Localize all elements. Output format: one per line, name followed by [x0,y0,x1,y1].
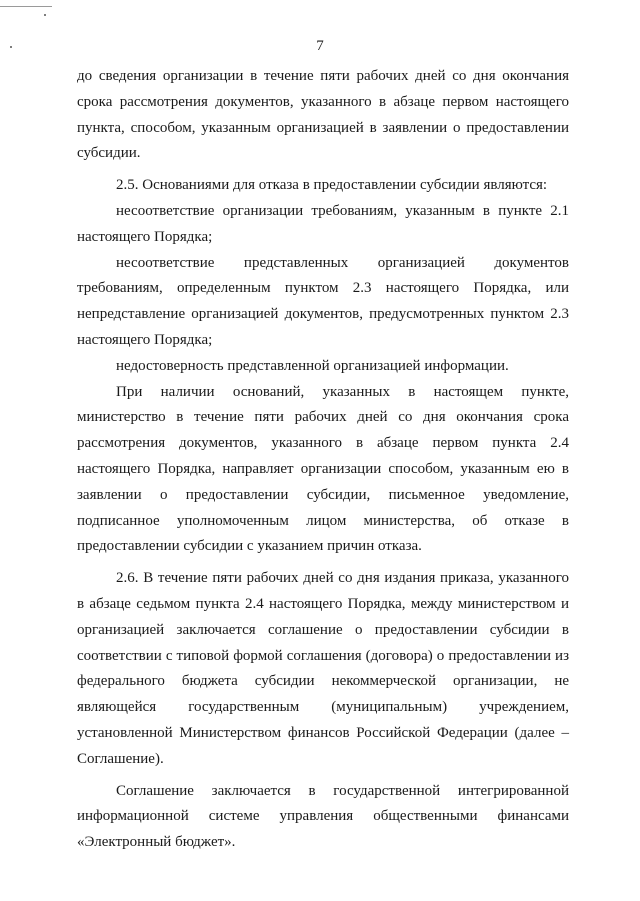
paragraph-refusal-ground-2: несоответствие представленных организацией документов требованиям, определенным пунктом 2.3 настоящего Порядка, или непредставление организацией документов, предусмотренных пунктом 2.3 настоящего Порядка; [77,254,569,348]
paragraph-electronic-budget: Соглашение заключается в государственной интегрированной информационной системе управления общественными финансами «Электронный бюджет». [77,782,569,851]
paragraph-2-5-heading: 2.5. Основаниями для отказа в предоставлении субсидии являются: [116,177,548,194]
paragraph-refusal-ground-1: несоответствие организации требованиям, указанным в пункте 2.1 настоящего Порядка; [77,202,569,245]
page-number: 7 [316,38,324,54]
scan-speck [44,14,46,16]
paragraph-refusal-ground-3: недостоверность представленной организацией информации. [116,357,509,374]
paragraph-2-6-agreement: 2.6. В течение пяти рабочих дней со дня издания приказа, указанного в абзаце седьмом пункта 2.4 настоящего Порядка, между министерством и организацией заключается соглашение о предоставлении субсидии в соответствии с типовой формой соглашения (договора) о предоставлении из федерального бюджета субсидии некоммерческой организации, не являющейся государственным (муниципальным) учреждением, установленной Министерством финансов Российской Федерации (далее – Соглашение). [77,570,569,767]
scan-corner-mark [0,6,52,7]
paragraph-refusal-notice: При наличии оснований, указанных в настоящем пункте, министерство в течение пяти рабочих дней со дня окончания срока рассмотрения документов, указанного в абзаце первом пункта 2.4 настоящего Порядка, направляет организации способом, указанным ею в заявлении о предоставлении субсидии, письменное уведомление, подписанное уполномоченным лицом министерства, об отказе в предоставлении субсидии с указанием причин отказа. [77,383,569,555]
paragraph-continuation: до сведения организации в течение пяти рабочих дней со дня окончания срока рассмотрения документов, указанного в абзаце первом настоящего пункта, способом, указанным организацией в заявлении о предоставлении субсидии. [77,68,569,162]
document-body [77,64,569,856]
